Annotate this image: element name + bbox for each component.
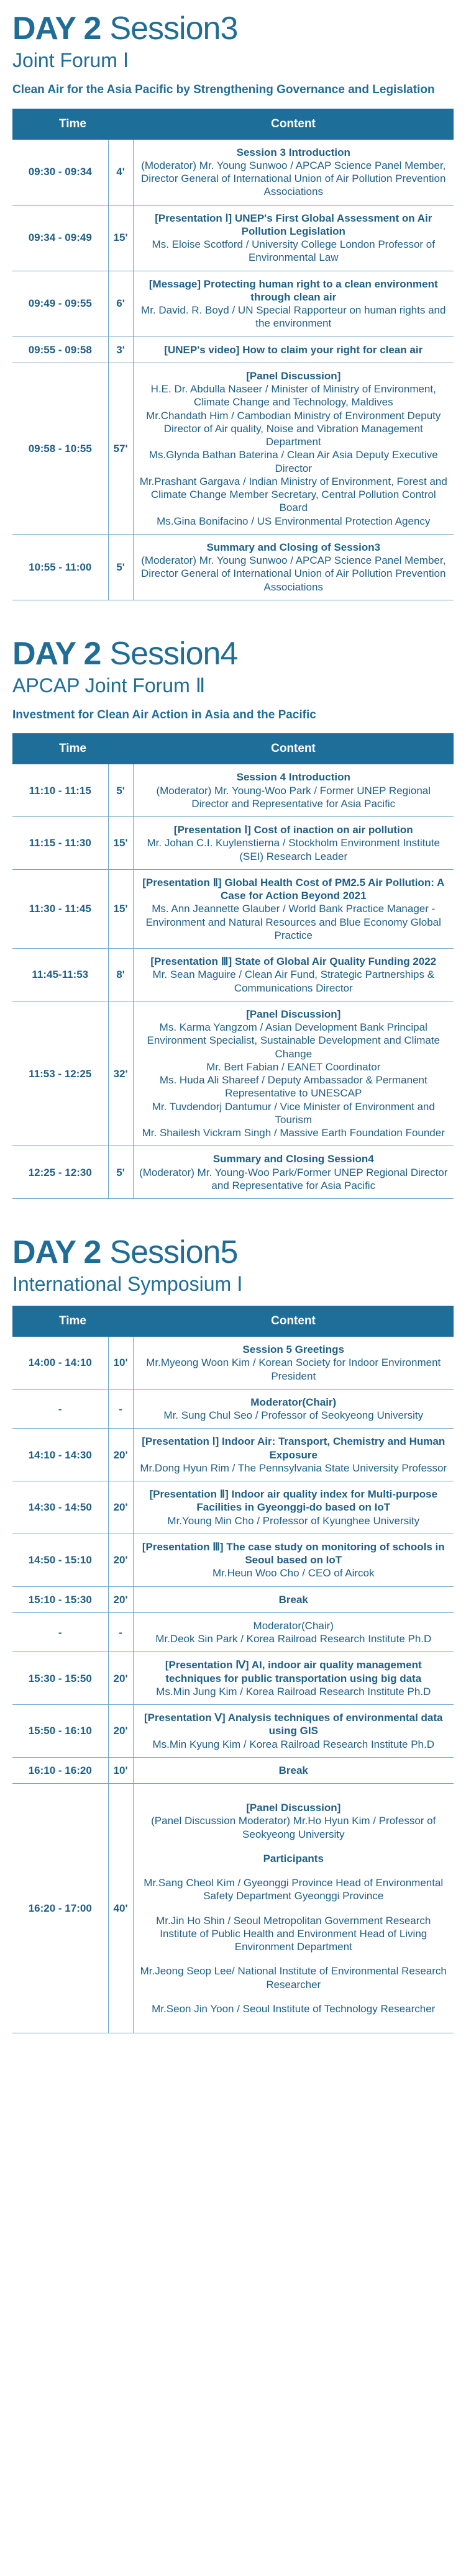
table-row: [12, 1612, 454, 1652]
line-gap: [137, 1903, 450, 1914]
session-name: Session5: [109, 1234, 238, 1271]
content-cell: [133, 1757, 454, 1783]
content-line: Mr.Young Min Cho / Professor of Kyunghee University: [167, 1514, 420, 1527]
time-cell: 11:10 - 11:15: [12, 764, 108, 816]
content-line: Mr. Bert Fabian / EANET Coordinator: [206, 1060, 381, 1073]
content-heading: [Panel Discussion]: [246, 1008, 341, 1020]
content-line: Ms.Min Kyung Kim / Korea Railroad Research Institute Ph.D: [152, 1738, 435, 1750]
duration-cell: 5': [108, 534, 133, 600]
content-line: (Moderator) Mr. Young Sunwoo / APCAP Science Panel Member,: [141, 159, 446, 171]
duration-cell: -: [108, 1389, 133, 1429]
content-heading: Session 3 Introduction: [236, 146, 350, 158]
session-subtitle: APCAP Joint Forum Ⅱ: [12, 674, 206, 697]
table-row: [12, 140, 454, 206]
table-body: [12, 140, 454, 600]
content-line: (Panel Discussion Moderator) Mr.Ho Hyun Kim / Professor of Seokyeong University: [151, 1815, 436, 1840]
content-heading: [Presentation Ⅰ] UNEP's First Global Assessment on Air Pollution Legislation: [155, 212, 432, 237]
content-line: Mr.Myeong Woon Kim / Korean Society for Indoor Environment President: [146, 1357, 441, 1382]
content-cell: [133, 817, 454, 870]
time-cell: 14:10 - 14:30: [12, 1429, 108, 1481]
session-block: [12, 12, 454, 600]
table-row: [12, 1389, 454, 1429]
content-line: (Moderator) Mr. Young-Woo Park/Former UNEP Regional Director and Representative for Asia Pacific: [139, 1166, 448, 1191]
session-subtitle: International Symposium Ⅰ: [12, 1273, 243, 1296]
time-cell: 09:30 - 09:34: [12, 140, 108, 206]
session-heading: [12, 12, 454, 45]
time-column-header: Time: [12, 1306, 133, 1337]
time-cell: 15:30 - 15:50: [12, 1652, 108, 1705]
table-row: [12, 1784, 454, 2033]
duration-cell: 10': [108, 1337, 133, 1389]
duration-cell: 20': [108, 1534, 133, 1586]
content-heading: Session 5 Greetings: [242, 1344, 344, 1356]
time-cell: 16:20 - 17:00: [12, 1784, 108, 2033]
table-row: [12, 764, 454, 816]
duration-cell: 40': [108, 1784, 133, 2033]
content-line: Mr.Heun Woo Cho / CEO of Aircok: [212, 1567, 375, 1579]
time-cell: 09:55 - 09:58: [12, 337, 108, 363]
content-line: Mr. Johan C.I. Kuylenstierna / Stockholm Environment Institute (SEI) Research Leader: [147, 837, 440, 862]
table-row: [12, 949, 454, 1001]
line-gap: [137, 1991, 450, 2002]
content-heading: [Presentation Ⅱ] Global Health Cost of PM2.5 Air Pollution: A Case for Action Beyond 2021: [142, 876, 445, 902]
content-line: (Moderator) Mr. Young-Woo Park / Former UNEP Regional Director and Representative for Asia Pacific: [156, 784, 431, 810]
content-cell: [133, 949, 454, 1001]
table-header: [12, 109, 454, 140]
content-heading: Break: [278, 1764, 308, 1776]
table-row: [12, 1429, 454, 1481]
content-cell: [133, 1389, 454, 1429]
table-row: [12, 363, 454, 534]
duration-cell: 20': [108, 1586, 133, 1612]
duration-cell: 20': [108, 1705, 133, 1758]
content-heading: [Presentation Ⅰ] Indoor Air: Transport, Chemistry and Human Exposure: [142, 1435, 445, 1461]
content-heading: Participants: [263, 1852, 324, 1864]
content-heading: [Presentation Ⅰ] Cost of inaction on air pollution: [173, 824, 413, 836]
time-cell: 11:53 - 12:25: [12, 1001, 108, 1146]
table-row: [12, 1337, 454, 1389]
table-body: [12, 1337, 454, 2033]
content-line: Ms. Huda Ali Shareef / Deputy Ambassador & Permanent Representative to UNESCAP: [159, 1074, 427, 1100]
content-line: Mr. Tuvdendorj Dantumur / Vice Minister of Environment and Tourism: [152, 1100, 435, 1126]
schedule-table: [12, 1306, 454, 2033]
time-cell: -: [12, 1389, 108, 1429]
line-gap: [137, 1790, 450, 1801]
time-cell: 10:55 - 11:00: [12, 534, 108, 600]
session-block: [12, 1236, 454, 2033]
content-heading: [Presentation Ⅳ] AI, indoor air quality management techniques for public transportation using big data: [165, 1659, 422, 1684]
time-column-header: Time: [12, 109, 133, 140]
time-cell: 16:10 - 16:20: [12, 1757, 108, 1783]
content-line: Ms. Karma Yangzom / Asian Development Bank Principal Environment Specialist, Sustainable Development and Climate Change: [147, 1021, 441, 1060]
content-cell: [133, 1146, 454, 1199]
table-header: [12, 733, 454, 764]
content-heading: [Presentation Ⅱ] Indoor air quality index for Multi-purpose Facilities in Gyeonggi-do based on IoT: [149, 1488, 438, 1514]
content-heading: [UNEP's video] How to claim your right for clean air: [164, 343, 423, 356]
content-line: Mr.Jin Ho Shin / Seoul Metropolitan Government Research Institute of Public Health and Environment Head of Living Environment Department: [156, 1914, 431, 1953]
content-line: Mr.Seon Jin Yoon / Seoul Institute of Technology Researcher: [152, 2002, 436, 2015]
table-row: [12, 534, 454, 600]
session-name: Session3: [109, 11, 238, 47]
schedule-table: [12, 109, 454, 600]
duration-cell: 57': [108, 363, 133, 534]
table-row: [12, 1705, 454, 1758]
content-column-header: Content: [133, 109, 454, 140]
content-line: Mr.Dong Hyun Rim / The Pennsylvania State University Professor: [140, 1462, 447, 1474]
content-column-header: Content: [133, 1306, 454, 1337]
content-heading: [Panel Discussion]: [246, 369, 341, 382]
day-label: DAY 2: [12, 11, 101, 47]
content-line: Director General of International Union of Air Pollution Prevention Associations: [141, 173, 446, 198]
line-gap: [137, 2015, 450, 2027]
content-heading: Break: [278, 1593, 308, 1606]
table-row: [12, 1757, 454, 1783]
time-column-header: Time: [12, 733, 133, 764]
time-cell: 11:30 - 11:45: [12, 869, 108, 948]
content-line: Mr.Jeong Seop Lee/ National Institute of Environmental Research Researcher: [140, 1965, 447, 1991]
table-header: [12, 1306, 454, 1337]
content-cell: [133, 1429, 454, 1481]
content-line: Moderator(Chair): [253, 1619, 334, 1632]
duration-cell: 8': [108, 949, 133, 1001]
table-row: [12, 1481, 454, 1534]
line-gap: [137, 1865, 450, 1876]
duration-cell: -: [108, 1612, 133, 1652]
content-cell: [133, 1652, 454, 1705]
content-cell: [133, 271, 454, 337]
time-cell: 14:50 - 15:10: [12, 1534, 108, 1586]
duration-cell: 15': [108, 869, 133, 948]
content-cell: [133, 534, 454, 600]
time-cell: 11:45-11:53: [12, 949, 108, 1001]
content-line: Ms.Glynda Bathan Baterina / Clean Air Asia Deputy Executive Director: [148, 449, 438, 474]
duration-cell: 3': [108, 337, 133, 363]
table-body: [12, 764, 454, 1198]
duration-cell: 15': [108, 205, 133, 271]
content-cell: [133, 140, 454, 206]
duration-cell: 15': [108, 817, 133, 870]
session-block: [12, 635, 454, 1199]
schedule-table: [12, 733, 454, 1199]
session-subtitle: Joint Forum Ⅰ: [12, 49, 129, 71]
time-cell: -: [12, 1612, 108, 1652]
table-row: [12, 869, 454, 948]
table-row: [12, 271, 454, 337]
content-line: Mr. Sean Maguire / Clean Air Fund, Strategic Partnerships & Communications Director: [152, 969, 435, 994]
content-heading: Summary and Closing of Session3: [206, 541, 381, 553]
content-heading: Session 4 Introduction: [236, 771, 350, 784]
duration-cell: 20': [108, 1652, 133, 1705]
content-line: Mr.Prashant Gargava / Indian Ministry of Environment, Forest and Climate Change Member Secretary, Central Pollution Control Board: [139, 475, 447, 514]
time-cell: 09:49 - 09:55: [12, 271, 108, 337]
content-heading: [Presentation Ⅴ] Analysis techniques of environmental data using GIS: [144, 1712, 443, 1737]
session-heading: [12, 1234, 454, 1271]
content-heading: [Message] Protecting human right to a clean environment through clean air: [148, 278, 438, 303]
time-cell: 14:00 - 14:10: [12, 1337, 108, 1389]
table-row: [12, 205, 454, 271]
content-line: Ms. Ann Jeannette Glauber / World Bank Practice Manager - Environment and Natural Resources and Blue Economy Global Practice: [145, 903, 441, 941]
duration-cell: 6': [108, 271, 133, 337]
duration-cell: 4': [108, 140, 133, 206]
content-cell: [133, 205, 454, 271]
content-heading: [Presentation Ⅲ] State of Global Air Quality Funding 2022: [150, 956, 437, 968]
content-line: Mr.Sang Cheol Kim / Gyeonggi Province Head of Environmental Safety Department Gyeonggi Province: [144, 1877, 444, 1902]
session-heading: [12, 635, 454, 672]
session-theme: Investment for Clean Air Action in Asia and the Pacific: [12, 708, 316, 721]
duration-cell: 10': [108, 1757, 133, 1783]
content-column-header: Content: [133, 733, 454, 764]
time-cell: 11:15 - 11:30: [12, 817, 108, 870]
content-heading: Summary and Closing Session4: [212, 1153, 374, 1165]
content-cell: [133, 1337, 454, 1389]
content-line: Mr. David. R. Boyd / UN Special Rapporteur on human rights and the environment: [141, 304, 446, 330]
content-cell: [133, 1612, 454, 1652]
content-line: Ms.Min Jung Kim / Korea Railroad Research Institute Ph.D: [156, 1685, 431, 1697]
session-theme: Clean Air for the Asia Pacific by Strengthening Governance and Legislation: [12, 83, 435, 96]
content-line: Ms.Gina Bonifacino / US Environmental Protection Agency: [157, 515, 431, 527]
day-label: DAY 2: [12, 635, 101, 672]
time-cell: 15:50 - 16:10: [12, 1705, 108, 1758]
time-cell: 14:30 - 14:50: [12, 1481, 108, 1534]
table-row: [12, 1001, 454, 1146]
content-cell: [133, 1001, 454, 1146]
table-row: [12, 1586, 454, 1612]
duration-cell: 20': [108, 1481, 133, 1534]
table-row: [12, 1652, 454, 1705]
content-cell: [133, 1534, 454, 1586]
content-cell: [133, 764, 454, 816]
content-heading: [Panel Discussion]: [246, 1802, 341, 1814]
content-cell: [133, 1705, 454, 1758]
duration-cell: 32': [108, 1001, 133, 1146]
table-row: [12, 337, 454, 363]
content-heading: [Presentation Ⅲ] The case study on monitoring of schools in Seoul based on IoT: [142, 1540, 445, 1566]
content-cell: [133, 869, 454, 948]
session-name: Session4: [109, 635, 238, 672]
content-line: Mr. Shailesh Vickram Singh / Massive Earth Foundation Founder: [142, 1127, 445, 1139]
content-cell: [133, 363, 454, 534]
content-line: H.E. Dr. Abdulla Naseer / Minister of Ministry of Environment, Climate Change and Technology, Maldives: [150, 383, 436, 409]
content-line: Mr. Sung Chul Seo / Professor of Seokyeong University: [163, 1409, 424, 1422]
duration-cell: 5': [108, 764, 133, 816]
line-gap: [137, 1841, 450, 1852]
content-cell: [133, 1586, 454, 1612]
content-line: Mr.Chandath Him / Cambodian Ministry of Environment Deputy Director of Air quality, Noise and Vibration Management Department: [146, 409, 441, 448]
time-cell: 09:34 - 09:49: [12, 205, 108, 271]
content-heading: Moderator(Chair): [250, 1396, 337, 1408]
time-cell: 12:25 - 12:30: [12, 1146, 108, 1199]
content-line: Mr.Deok Sin Park / Korea Railroad Research Institute Ph.D: [155, 1633, 432, 1645]
table-row: [12, 1146, 454, 1199]
table-row: [12, 817, 454, 870]
time-cell: 15:10 - 15:30: [12, 1586, 108, 1612]
duration-cell: 20': [108, 1429, 133, 1481]
content-line: Ms. Eloise Scotford / University College London Professor of Environmental Law: [152, 238, 435, 264]
line-gap: [137, 1953, 450, 1964]
content-cell: [133, 337, 454, 363]
table-row: [12, 1534, 454, 1586]
duration-cell: 5': [108, 1146, 133, 1199]
time-cell: 09:58 - 10:55: [12, 363, 108, 534]
content-cell: [133, 1784, 454, 2033]
content-line: (Moderator) Mr. Young Sunwoo / APCAP Science Panel Member, Director General of International Union of Air Pollution Prevention Associations: [141, 554, 446, 593]
content-cell: [133, 1481, 454, 1534]
day-label: DAY 2: [12, 1234, 101, 1271]
